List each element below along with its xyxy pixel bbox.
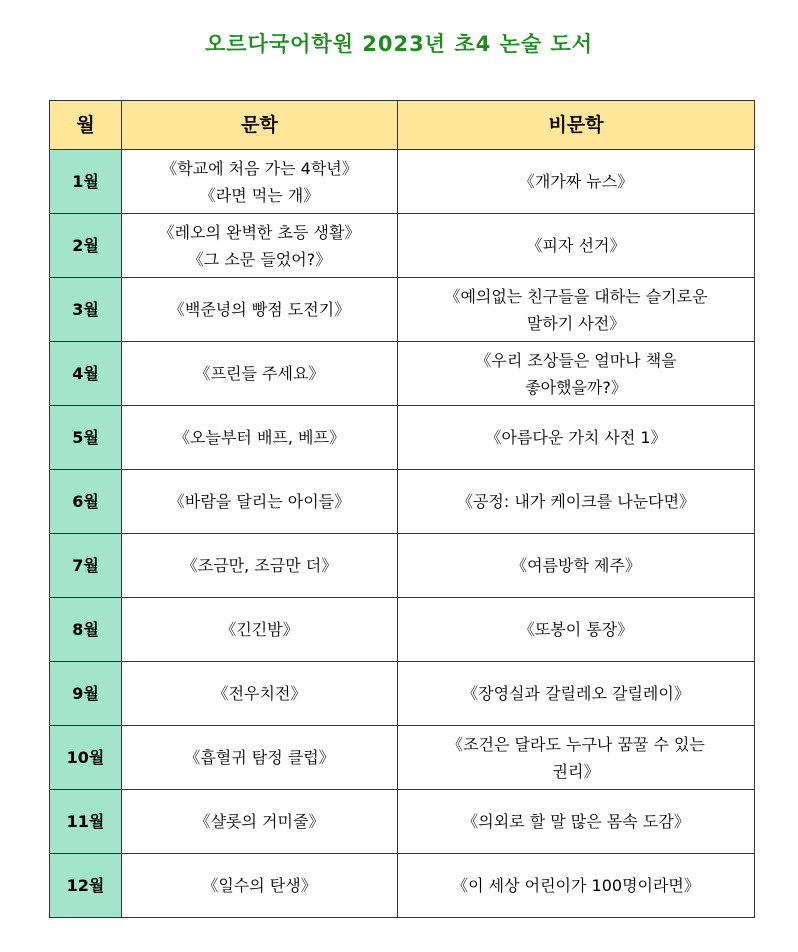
literature-cell <box>122 150 398 214</box>
book-title: 《조금만, 조금만 더》 <box>181 556 338 575</box>
table-row <box>50 790 755 854</box>
book-title: 《전우치전》 <box>212 684 307 703</box>
month-cell: 6월 <box>50 470 122 534</box>
literature-cell <box>122 214 398 278</box>
nonfiction-cell <box>398 662 755 726</box>
table-row <box>50 342 755 406</box>
header-month: 월 <box>50 101 122 150</box>
month-cell: 4월 <box>50 342 122 406</box>
month-cell: 2월 <box>50 214 122 278</box>
book-table <box>49 100 755 918</box>
table-row <box>50 598 755 662</box>
book-title: 《라면 먹는 개》 <box>199 185 320 205</box>
book-title: 《그 소문 들었어?》 <box>187 249 332 269</box>
nonfiction-cell <box>398 406 755 470</box>
book-title: 《백준녕의 빵점 도전기》 <box>168 300 351 319</box>
book-title: 《의외로 할 말 많은 몸속 도감》 <box>462 812 690 831</box>
book-title: 《또봉이 통장》 <box>518 620 634 639</box>
nonfiction-cell <box>398 854 755 918</box>
table-row <box>50 726 755 790</box>
book-title: 《우리 조상들은 얼마나 책을 <box>475 350 677 370</box>
literature-cell <box>122 726 398 790</box>
literature-cell <box>122 278 398 342</box>
page-title: 오르다국어학원 2023년 초4 논술 도서 <box>204 32 594 56</box>
month-cell: 7월 <box>50 534 122 598</box>
book-title: 《피자 선거》 <box>526 236 626 255</box>
book-title: 《개가짜 뉴스》 <box>518 172 634 191</box>
book-title: 《학교에 처음 가는 4학년》 <box>161 158 358 178</box>
literature-cell <box>122 342 398 406</box>
book-title: 《여름방학 제주》 <box>511 556 641 575</box>
header-literature: 문학 <box>122 101 398 150</box>
nonfiction-cell <box>398 598 755 662</box>
book-title: 《일수의 탄생》 <box>202 876 317 895</box>
month-cell: 1월 <box>50 150 122 214</box>
literature-cell <box>122 534 398 598</box>
literature-cell <box>122 470 398 534</box>
literature-cell <box>122 598 398 662</box>
book-title: 《프린들 주세요》 <box>194 364 325 383</box>
table-row <box>50 470 755 534</box>
month-cell: 10월 <box>50 726 122 790</box>
header-nonfiction: 비문학 <box>398 101 755 150</box>
book-title: 좋아했을까?》 <box>525 377 627 397</box>
book-title: 《아름다운 가치 사전 1》 <box>485 428 667 447</box>
nonfiction-cell <box>398 470 755 534</box>
month-cell: 8월 <box>50 598 122 662</box>
nonfiction-cell <box>398 342 755 406</box>
table-row <box>50 214 755 278</box>
month-cell: 12월 <box>50 854 122 918</box>
nonfiction-cell <box>398 790 755 854</box>
book-title: 말하기 사전》 <box>526 313 626 333</box>
nonfiction-cell <box>398 726 755 790</box>
month-cell: 5월 <box>50 406 122 470</box>
literature-cell <box>122 854 398 918</box>
table-row <box>50 662 755 726</box>
book-title: 《조건은 달라도 누구나 꿈꿀 수 있는 <box>447 734 705 754</box>
month-cell: 9월 <box>50 662 122 726</box>
nonfiction-cell <box>398 534 755 598</box>
literature-cell <box>122 790 398 854</box>
book-title: 《레오의 완벽한 초등 생활》 <box>158 222 361 242</box>
book-title: 《바람을 달리는 아이들》 <box>168 492 351 511</box>
table-row <box>50 854 755 918</box>
book-title: 《샬롯의 거미줄》 <box>194 812 325 831</box>
table-row <box>50 534 755 598</box>
table-row <box>50 406 755 470</box>
nonfiction-cell <box>398 214 755 278</box>
book-title: 권리》 <box>552 761 600 781</box>
header-row <box>50 101 755 150</box>
book-title: 《흡혈귀 탐정 클럽》 <box>184 748 335 767</box>
book-title: 《긴긴밤》 <box>220 620 299 639</box>
table-row <box>50 150 755 214</box>
book-title: 《장영실과 갈릴레오 갈릴레이》 <box>462 684 690 703</box>
book-title: 《이 세상 어린이가 100명이라면》 <box>452 876 700 895</box>
table-row <box>50 278 755 342</box>
month-cell: 11월 <box>50 790 122 854</box>
book-title: 《오늘부터 배프, 베프》 <box>174 428 345 447</box>
nonfiction-cell <box>398 278 755 342</box>
book-title: 《공정: 내가 케이크를 나눈다면》 <box>456 492 696 511</box>
nonfiction-cell <box>398 150 755 214</box>
literature-cell <box>122 406 398 470</box>
book-title: 《예의없는 친구들을 대하는 슬기로운 <box>444 286 708 306</box>
literature-cell <box>122 662 398 726</box>
month-cell: 3월 <box>50 278 122 342</box>
